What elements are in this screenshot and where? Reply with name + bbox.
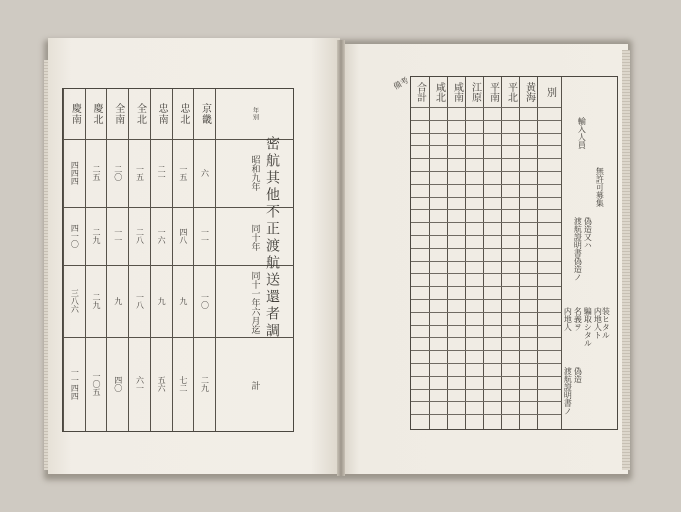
table-rule <box>411 107 561 108</box>
column-header: 忠南 <box>151 89 173 140</box>
table-cell: 二九 <box>200 376 210 392</box>
table-cell: 六一 <box>135 376 145 392</box>
table-column <box>85 89 108 431</box>
table-column <box>128 89 151 431</box>
table-cell: 三八六 <box>70 289 80 313</box>
table-cell: 一一 <box>113 228 123 244</box>
table-column <box>63 89 86 431</box>
table-cell: 二五 <box>92 165 102 181</box>
table-rule <box>411 222 561 223</box>
table-rule <box>411 312 561 313</box>
table-rule <box>411 235 561 236</box>
table-cell: 四八 <box>178 228 188 244</box>
table-rule <box>411 171 561 172</box>
table-cell: 九 <box>157 297 167 305</box>
table-cell: 二九 <box>92 228 102 244</box>
year-label: 昭和九年 <box>249 155 260 191</box>
column-header: 平南 <box>484 77 502 108</box>
table-cell: 九 <box>113 297 123 305</box>
table-cell: 二九 <box>92 293 102 309</box>
table-rule <box>411 248 561 249</box>
remark-text: 偽造又ハ <box>583 217 593 249</box>
year-label: 計 <box>216 337 294 432</box>
table-cell: 四〇 <box>113 376 123 392</box>
column-header: 全南 <box>107 89 129 140</box>
book-gutter <box>337 40 345 476</box>
table-cell: 一六 <box>157 228 167 244</box>
column-header: 京畿 <box>194 89 216 140</box>
table-rule <box>411 197 561 198</box>
remark-text: 無許可募集 <box>595 167 605 207</box>
remark-text: 名義ヲ <box>573 307 583 331</box>
remark-text: 偽造 <box>573 367 583 383</box>
table-cell: 二〇 <box>113 165 123 181</box>
remark-text: 内地人ト <box>593 307 603 339</box>
column-header: 平北 <box>502 77 520 108</box>
table-rule <box>411 209 561 210</box>
table-column <box>172 89 195 431</box>
table-column <box>106 89 129 431</box>
remark-text: 輸入人員 <box>577 117 587 149</box>
table-cell: 一一 <box>200 228 210 244</box>
table-rule <box>411 389 561 390</box>
table-rule <box>411 158 561 159</box>
table-rule <box>411 286 561 287</box>
column-header: 咸北 <box>430 77 448 108</box>
table-cell: 一〇 <box>200 293 210 309</box>
table-cell: 一〇五 <box>92 372 102 396</box>
table-column <box>150 89 173 431</box>
table-rule <box>411 184 561 185</box>
table-rule <box>411 261 561 262</box>
column-header: 黄海 <box>520 77 538 108</box>
table-rule <box>411 414 561 415</box>
table-cell: 九 <box>178 297 188 305</box>
remark-text: 騙取シタル <box>583 307 593 347</box>
table-rule <box>411 145 561 146</box>
table-rule <box>411 363 561 364</box>
table-cell: 一一四四 <box>70 368 80 400</box>
column-header: 咸南 <box>448 77 466 108</box>
column-header: 慶南 <box>64 89 86 140</box>
right-statistics-table <box>410 76 618 430</box>
remark-text: 装ヒタル <box>601 307 611 339</box>
table-rule <box>411 120 561 121</box>
page-edges-right <box>622 50 630 470</box>
table-rule <box>411 133 561 134</box>
corner-header: 年別 <box>216 89 294 140</box>
table-cell: 四一〇 <box>70 224 80 248</box>
table-cell: 七二 <box>178 376 188 392</box>
table-cell: 四四四 <box>70 161 80 185</box>
column-header: 別 <box>538 77 562 108</box>
table-cell: 五六 <box>157 376 167 392</box>
column-header: 慶北 <box>86 89 108 140</box>
table-cell: 六 <box>200 169 210 177</box>
remarks-column-label: 備考 <box>391 75 411 92</box>
table-cell: 一五 <box>178 165 188 181</box>
table-rule <box>411 401 561 402</box>
year-label: 同十一年六月迄 <box>216 265 294 338</box>
table-rule <box>411 325 561 326</box>
remark-text: 渡航證明書ノ <box>563 367 573 415</box>
table-column <box>193 89 216 431</box>
table-cell: 二一 <box>157 165 167 181</box>
table-cell: 一八 <box>135 293 145 309</box>
column-header: 忠北 <box>173 89 195 140</box>
column-header: 江原 <box>466 77 484 108</box>
remark-text: 渡航證明書偽造ノ <box>573 217 583 281</box>
column-header: 全北 <box>129 89 151 140</box>
year-label: 同十年 <box>216 207 294 266</box>
remark-text: 内地人 <box>563 307 573 331</box>
table-rule <box>411 299 561 300</box>
table-rule <box>411 337 561 338</box>
column-header: 合計 <box>411 77 429 108</box>
table-rule <box>411 376 561 377</box>
document-title: 密航其他不正渡航送還者調 <box>264 136 280 340</box>
table-rule <box>411 273 561 274</box>
table-cell: 一五 <box>135 165 145 181</box>
table-rule <box>411 350 561 351</box>
table-cell: 二八 <box>135 228 145 244</box>
